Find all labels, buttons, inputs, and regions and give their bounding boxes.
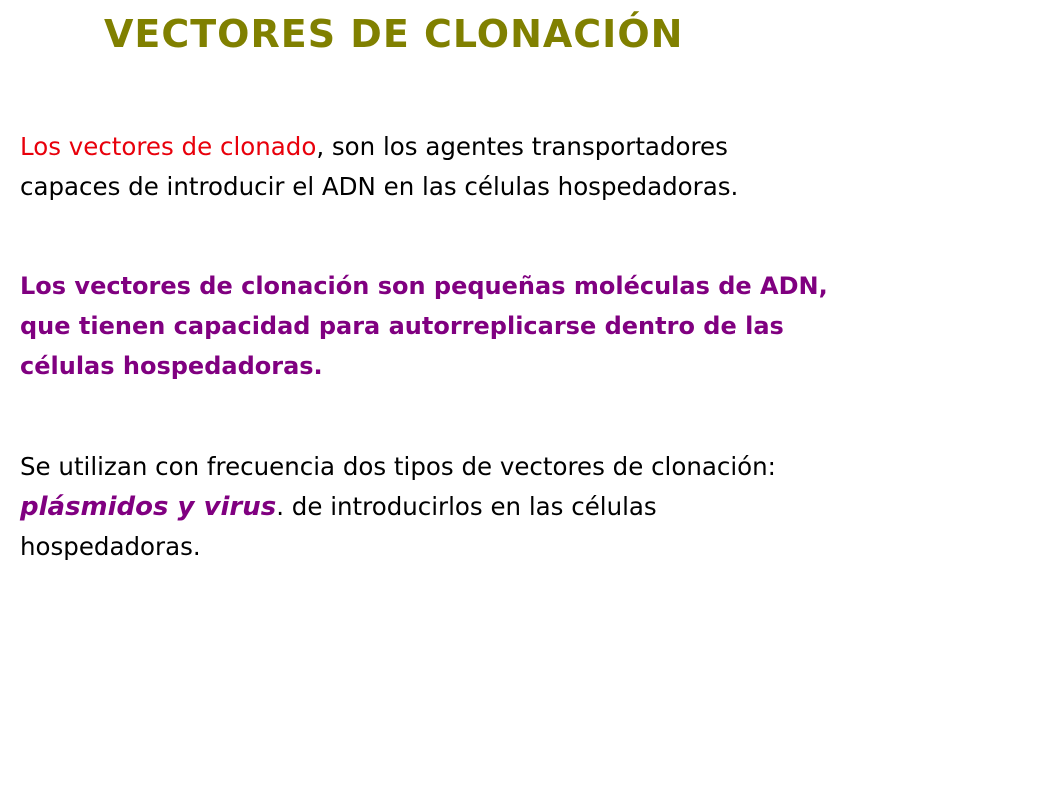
paragraph2-line2: que tienen capacidad para autorreplicarse dentro de las: [20, 312, 784, 340]
paragraph2-line1: Los vectores de clonación son pequeñas moléculas de ADN,: [20, 272, 828, 300]
slide-title: VECTORES DE CLONACIÓN: [104, 12, 684, 56]
paragraph3-line2: [20, 487, 776, 527]
paragraph-definition: [20, 266, 828, 386]
paragraph3-line1: Se utilizan con frecuencia dos tipos de vectores de clonación:: [20, 452, 776, 481]
term-virus: virus: [203, 492, 277, 522]
paragraph2-line3: células hospedadoras.: [20, 352, 323, 380]
paragraph3-line2-rest: . de introducirlos en las células: [276, 492, 657, 521]
paragraph-types: [20, 447, 776, 567]
term-connector: y: [168, 492, 204, 522]
highlight-term-vectores-clonado: Los vectores de clonado: [20, 132, 317, 161]
paragraph1-line1-rest: , son los agentes transportadores: [316, 132, 728, 161]
paragraph-vectores-clonado: [20, 127, 738, 207]
paragraph1-line1: [20, 127, 738, 167]
paragraph3-line3: hospedadoras.: [20, 532, 201, 561]
paragraph1-line2: capaces de introducir el ADN en las células hospedadoras.: [20, 172, 739, 201]
term-plasmidos: plásmidos: [20, 492, 169, 522]
